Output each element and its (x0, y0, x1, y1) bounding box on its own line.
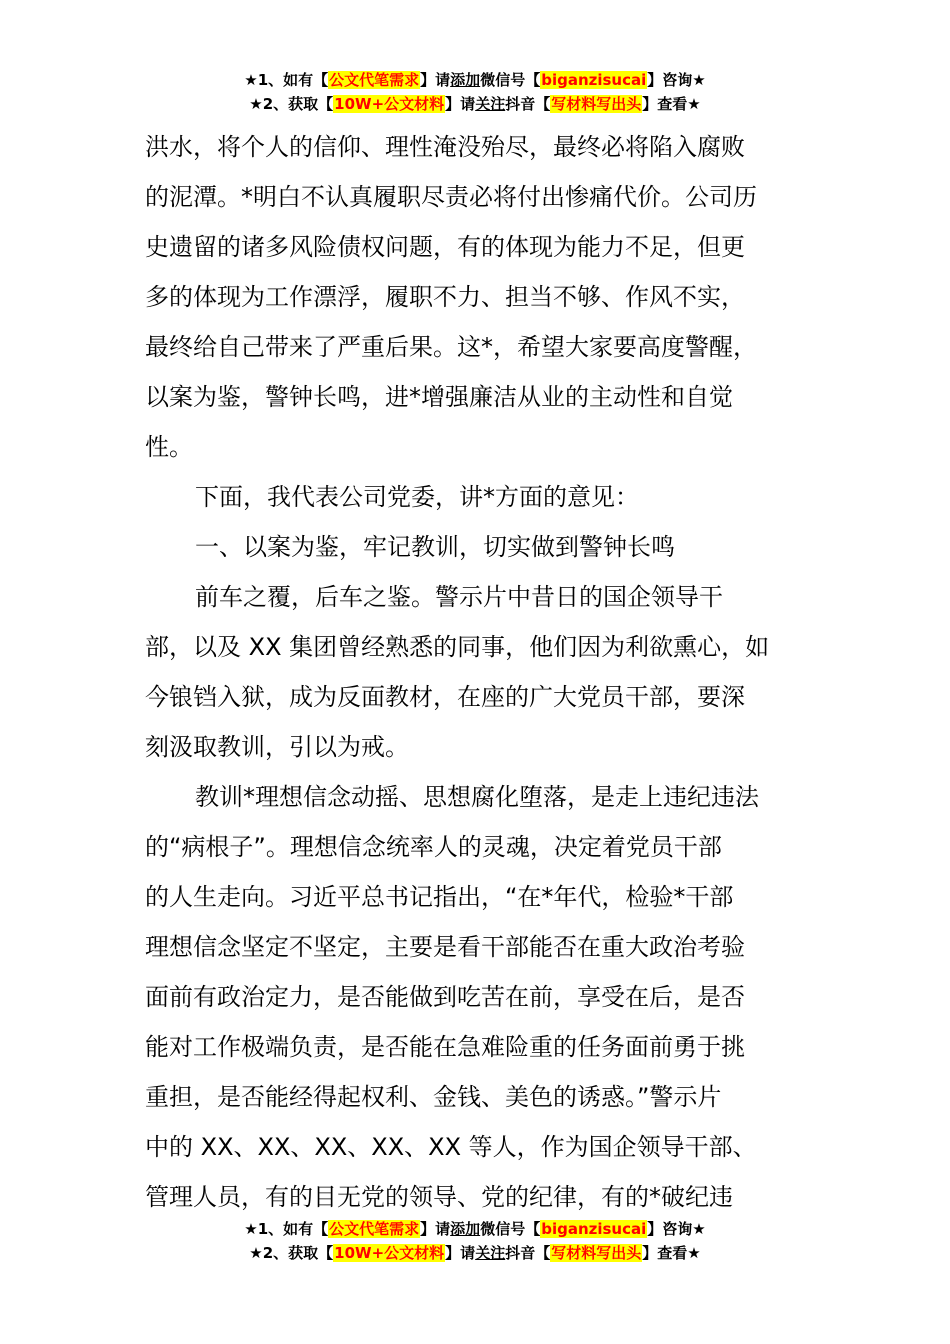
body-line: 的“病根子”。理想信念统率人的灵魂，决定着党员干部 (145, 833, 722, 861)
highlight-service: 公文代笔需求 (329, 1220, 420, 1238)
body-line: 前车之覆，后车之鉴。警示片中昔日的国企领导干 (195, 583, 723, 611)
underlined-text: 关注 (475, 95, 506, 113)
promo-text: 2、获取【 (262, 1244, 334, 1262)
promo-text: 】查看 (642, 1244, 688, 1262)
promo-text: 】查看 (642, 95, 688, 113)
highlight-materials: 10W+公文材料 (334, 1244, 445, 1262)
body-line: 部，以及 XX 集团曾经熟悉的同事，他们因为利欲熏心，如 (145, 633, 770, 661)
promo-text: 1、如有【 (257, 71, 329, 89)
highlight-douyin-account: 写材料写出头 (551, 1244, 642, 1262)
header-promo-banner (0, 68, 950, 116)
promo-text: 抖音【 (505, 95, 551, 113)
promo-text: 1、如有【 (257, 1220, 329, 1238)
document-body (145, 122, 810, 1222)
body-line: 性。 (145, 433, 193, 461)
body-line: 中的 XX、XX、XX、XX、XX 等人，作为国企领导干部、 (145, 1133, 757, 1161)
body-line: 理想信念坚定不坚定，主要是看干部能否在重大政治考验 (145, 933, 745, 961)
body-line: 的人生走向。习近平总书记指出，“在*年代，检验*干部 (145, 883, 734, 911)
highlight-materials: 10W+公文材料 (334, 95, 445, 113)
body-line: 今锒铛入狱，成为反面教材，在座的广大党员干部，要深 (145, 683, 745, 711)
highlight-service: 公文代笔需求 (329, 71, 420, 89)
highlight-wechat-id: biganzisucai (541, 71, 647, 89)
body-line: 刻汲取教训，引以为戒。 (145, 733, 409, 761)
promo-text: 】请 (445, 1244, 476, 1262)
promo-line-2 (0, 1241, 950, 1265)
body-line: 最终给自己带来了严重后果。这*，希望大家要高度警醒， (145, 333, 757, 361)
promo-text: 抖音【 (505, 1244, 551, 1262)
star-icon: ★ (244, 71, 258, 89)
paragraph-intro: 下面，我代表公司党委，讲*方面的意见： (195, 483, 639, 511)
promo-text: 】咨询 (647, 1220, 693, 1238)
promo-line-2 (0, 92, 950, 116)
body-line: 面前有政治定力，是否能做到吃苦在前，享受在后，是否 (145, 983, 745, 1011)
star-icon: ★ (687, 1244, 701, 1262)
promo-text: 】咨询 (647, 71, 693, 89)
section-heading: 一、以案为鉴，牢记教训，切实做到警钟长鸣 (195, 533, 675, 561)
underlined-text: 关注 (475, 1244, 506, 1262)
promo-text: 】请 (420, 1220, 451, 1238)
footer-promo-banner (0, 1217, 950, 1265)
body-line: 的泥潭。*明白不认真履职尽责必将付出惨痛代价。公司历 (145, 183, 757, 211)
body-line: 能对工作极端负责，是否能在急难险重的任务面前勇于挑 (145, 1033, 745, 1061)
body-line: 多的体现为工作漂浮，履职不力、担当不够、作风不实， (145, 283, 745, 311)
star-icon: ★ (692, 1220, 706, 1238)
body-line: 管理人员，有的目无党的领导、党的纪律，有的*破纪违 (145, 1183, 733, 1211)
star-icon: ★ (244, 1220, 258, 1238)
promo-text: 微信号【 (480, 1220, 541, 1238)
body-line: 教训*理想信念动摇、思想腐化堕落，是走上违纪违法 (195, 783, 759, 811)
promo-line-1 (0, 68, 950, 92)
body-line: 以案为鉴，警钟长鸣，进*增强廉洁从业的主动性和自觉 (145, 383, 733, 411)
star-icon: ★ (692, 71, 706, 89)
body-line: 史遗留的诸多风险债权问题，有的体现为能力不足，但更 (145, 233, 745, 261)
star-icon: ★ (249, 95, 263, 113)
promo-text: 微信号【 (480, 71, 541, 89)
highlight-douyin-account: 写材料写出头 (551, 95, 642, 113)
promo-text: 】请 (445, 95, 476, 113)
promo-text: 2、获取【 (262, 95, 334, 113)
body-line: 洪水，将个人的信仰、理性淹没殆尽，最终必将陷入腐败 (145, 133, 745, 161)
highlight-wechat-id: biganzisucai (541, 1220, 647, 1238)
promo-line-1 (0, 1217, 950, 1241)
underlined-text: 添加 (450, 71, 481, 89)
promo-text: 】请 (420, 71, 451, 89)
star-icon: ★ (249, 1244, 263, 1262)
underlined-text: 添加 (450, 1220, 481, 1238)
body-line: 重担，是否能经得起权利、金钱、美色的诱惑。”警示片 (145, 1083, 722, 1111)
star-icon: ★ (687, 95, 701, 113)
